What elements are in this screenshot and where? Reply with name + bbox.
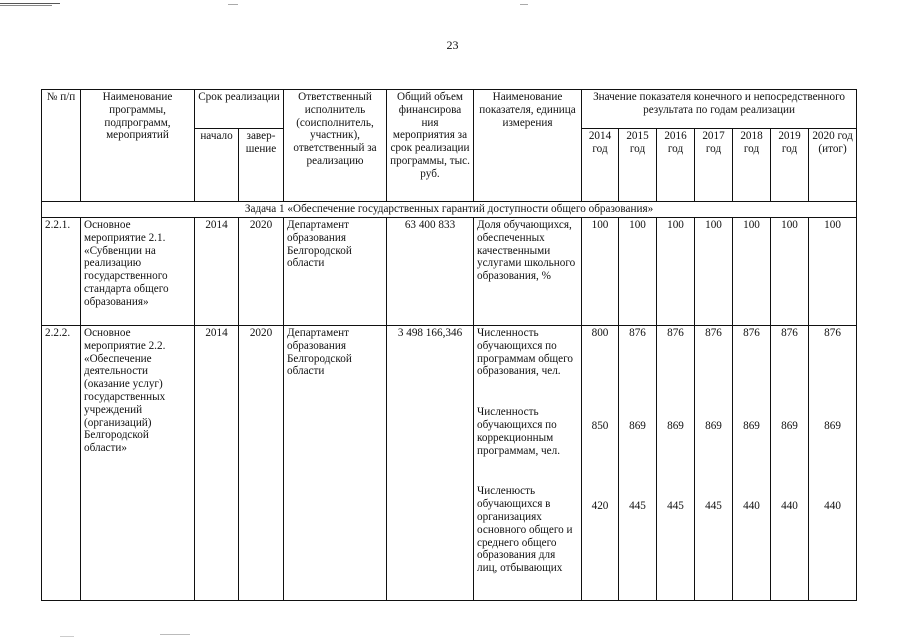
header-year-2020: 2020 год (итог)	[809, 129, 857, 202]
indicator-text: Численность обучающихся по программам общего образования, чел.	[477, 327, 574, 378]
row-name: Основное мероприятие 2.1. «Субвенции на реализацию государственного стандарта общего образования»	[81, 218, 195, 326]
task-title: Задача 1 «Обеспечение государственных гарантий доступности общего образования»	[42, 202, 857, 218]
row-end: 2020	[239, 218, 284, 326]
indicator-value: 876	[781, 327, 798, 339]
row-executor: Департамент образования Белгородской области	[284, 326, 387, 601]
indicator-value: 850	[591, 419, 609, 432]
header-values: Значение показателя конечного и непосредственного результата по годам реализации	[582, 90, 857, 129]
row-value-2015: 100	[619, 218, 657, 326]
row-value-2014: 100	[582, 218, 619, 326]
row-value-2019: 100	[771, 218, 809, 326]
header-year-2016: 2016 год	[657, 129, 695, 202]
header-year-2014: 2014 год	[582, 129, 619, 202]
scan-artifact-bottom	[160, 634, 190, 635]
row-start: 2014	[195, 326, 239, 601]
header-term-start: начало	[195, 129, 239, 202]
header-row-1	[42, 90, 857, 129]
indicator-value: 445	[667, 499, 684, 512]
row-executor: Департамент образования Белгородской области	[284, 218, 387, 326]
scan-artifact-bottom-left	[60, 636, 74, 637]
row-volume: 3 498 166,346	[387, 326, 474, 601]
row-values-2018	[733, 326, 771, 601]
indicator-value: 445	[705, 499, 722, 512]
indicator-value: 440	[824, 499, 841, 512]
header-indicator: Наименование показателя, единица измерения	[474, 90, 582, 202]
indicator-text: Численность обучающихся по коррекционным программам, чел.	[477, 406, 561, 457]
indicator-value: 876	[824, 327, 841, 339]
indicator-value: 440	[743, 499, 760, 512]
row-end: 2020	[239, 326, 284, 601]
indicator-value: 876	[629, 327, 646, 339]
row-value-2020: 100	[809, 218, 857, 326]
indicator-text: Численюсть обучающихся в организациях основного общего и среднего общего образования для лиц, отбывающих	[477, 485, 573, 575]
table-row	[42, 326, 857, 601]
scan-artifact-top	[0, 0, 905, 10]
row-value-2018: 100	[733, 218, 771, 326]
row-num: 2.2.2.	[42, 326, 81, 601]
row-indicators	[474, 326, 582, 601]
header-year-2015: 2015 год	[619, 129, 657, 202]
task-row	[42, 202, 857, 218]
row-num: 2.2.1.	[42, 218, 81, 326]
indicator-value: 869	[743, 419, 760, 432]
table-row	[42, 218, 857, 326]
row-volume: 63 400 833	[387, 218, 474, 326]
header-term-end: завер-шение	[239, 129, 284, 202]
header-year-2018: 2018 год	[733, 129, 771, 202]
indicator-value: 445	[629, 499, 646, 512]
indicator-value: 876	[667, 327, 684, 339]
header-num: № п/п	[42, 90, 81, 202]
header-year-2017: 2017 год	[695, 129, 733, 202]
row-value-2017: 100	[695, 218, 733, 326]
indicator-value: 420	[591, 499, 609, 512]
indicator-value: 876	[705, 327, 722, 339]
row-values-2019	[771, 326, 809, 601]
program-table	[41, 89, 857, 601]
header-executor: Ответственный исполнитель (соисполнитель, участник), ответственный за реализацию	[284, 90, 387, 202]
row-values-2017	[695, 326, 733, 601]
row-values-2020	[809, 326, 857, 601]
indicator-value: 440	[781, 499, 798, 512]
indicator-value: 869	[824, 419, 841, 432]
row-values-2015	[619, 326, 657, 601]
indicator-value: 869	[667, 419, 684, 432]
indicator-value: 869	[781, 419, 798, 432]
header-volume: Общий объем финансирова ния мероприятия за срок реализации программы, тыс. руб.	[387, 90, 474, 202]
row-name: Основное мероприятие 2.2. «Обеспечение деятельности (оказание услуг) государственных учреждений (организаций) Белгородской области»	[81, 326, 195, 601]
header-term: Срок реализации	[195, 90, 284, 129]
row-value-2016: 100	[657, 218, 695, 326]
row-values-2014	[582, 326, 619, 601]
indicator-value: 876	[743, 327, 760, 339]
row-start: 2014	[195, 218, 239, 326]
indicator-value: 869	[629, 419, 646, 432]
row-indicator: Доля обучающихся, обеспеченных качественными услугами школьного образования, %	[474, 218, 582, 326]
indicator-value: 800	[591, 327, 609, 339]
header-year-2019: 2019 год	[771, 129, 809, 202]
indicator-value: 869	[705, 419, 722, 432]
page-number: 23	[446, 38, 459, 52]
row-values-2016	[657, 326, 695, 601]
header-name: Наименование программы, подпрограмм, мероприятий	[81, 90, 195, 202]
